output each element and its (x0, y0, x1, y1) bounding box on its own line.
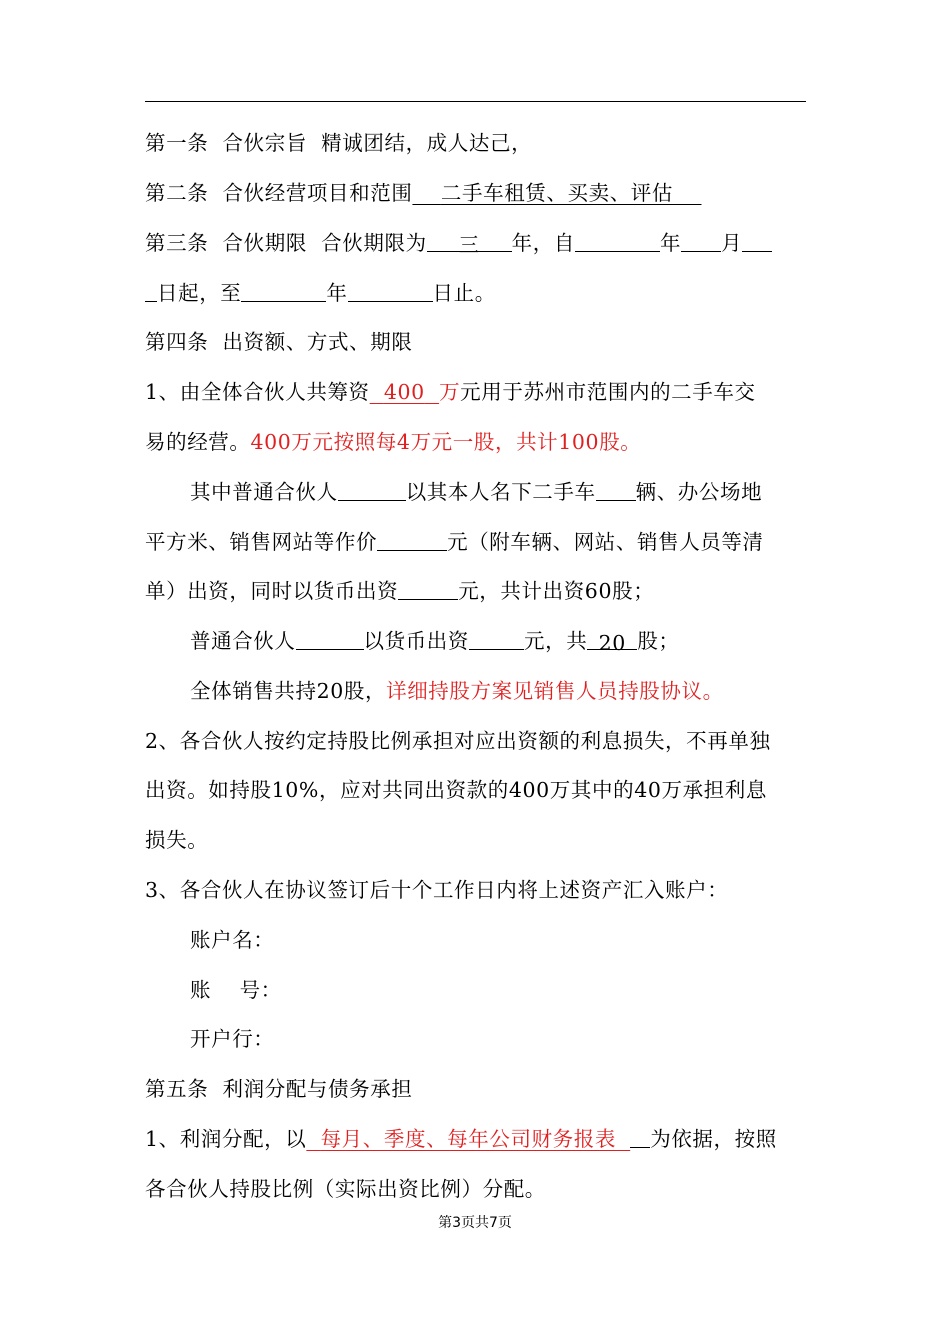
vehicle-count-blank (596, 480, 636, 501)
text: 易的经营。 (145, 430, 251, 454)
share-rule: 400万元按照每4万元一股，共计100股。 (250, 430, 642, 454)
text: 元，共计出资60股； (458, 579, 655, 603)
text: 普通合伙人 (190, 629, 296, 653)
text: 股； (637, 629, 680, 653)
article-3-line-1 (145, 229, 772, 257)
general-partner-2 (190, 627, 680, 655)
profit-basis: 每月、季度、每年公司财务报表 (320, 1127, 616, 1151)
general-partner-line-3 (145, 577, 654, 605)
article-2-label: 第二条 合伙经营项目和范围 (145, 181, 413, 205)
text: 元（附车辆、网站、销售人员等清 (447, 530, 764, 554)
text: 年，自 (511, 231, 575, 255)
start-day-blank (742, 231, 772, 252)
article-1: 第一条 合伙宗旨 精诚团结，成人达己， (145, 131, 533, 155)
partner-2-shares-blank: 20 (587, 629, 637, 650)
text: 以其本人名下二手车 (405, 480, 596, 504)
text: 单）出资，同时以货币出资 (145, 579, 399, 603)
article-5-title: 第五条 利润分配与债务承担 (145, 1077, 413, 1101)
text: 其中普通合伙人 (190, 480, 338, 504)
start-year-blank (575, 231, 660, 252)
account-name: 账户名： (190, 928, 275, 952)
article-4-p1-line-2 (145, 428, 641, 456)
article-3-label: 第三条 合伙期限 合伙期限为 (145, 231, 427, 255)
page-footer: 第3页共7页 (438, 1215, 512, 1231)
text: 年 (326, 281, 348, 305)
account-bank: 开户行： (190, 1027, 275, 1051)
text: 元，共 (524, 629, 588, 653)
article-4-p1-line-1 (145, 378, 756, 406)
text: 为依据，按照 (650, 1127, 777, 1151)
sales-share-note: 详细持股方案见销售人员持股协议。 (386, 679, 724, 703)
article-4-p3: 3、各合伙人在协议签订后十个工作日内将上述资产汇入账户： (145, 878, 729, 902)
text: 辆、办公场地 (635, 480, 763, 504)
article-2 (145, 179, 701, 207)
start-day-blank-cont (145, 281, 157, 302)
article-4-p2-line-1: 2、各合伙人按约定持股比例承担对应出资额的利息损失，不再单独 (145, 729, 771, 753)
text: 年 (659, 231, 682, 255)
text: 日起，至 (157, 281, 242, 305)
header-rule (145, 101, 806, 102)
text: 全体销售共持20股， (190, 679, 387, 703)
article-2-value: 二手车租赁、买卖、评估 (440, 181, 674, 205)
capital-unit: 万 (439, 380, 461, 404)
text: 元用于苏州市范围内的二手车交 (460, 380, 756, 404)
article-4-p2-line-2: 出资。如持股10%，应对共同出资款的400万其中的40万承担利息 (145, 778, 767, 802)
profit-basis-blank (630, 1127, 650, 1148)
general-partner-line-2 (145, 528, 764, 556)
partner-name-blank (338, 480, 406, 501)
article-5-p1-line-1 (145, 1125, 777, 1153)
valuation-blank (377, 530, 447, 551)
start-month-blank (681, 231, 721, 252)
term-years-blank: 三 (427, 231, 512, 252)
cash-amount-blank (398, 579, 458, 600)
general-partner-line-1 (190, 478, 762, 506)
text: 1、由全体合伙人共筹资 (145, 380, 370, 404)
article-4-p2-line-3: 损失。 (145, 828, 209, 852)
account-number: 账 号： (190, 978, 282, 1002)
article-5-p1-line-2: 各合伙人持股比例（实际出资比例）分配。 (145, 1177, 546, 1201)
article-3-line-2 (145, 279, 496, 307)
sales-shares (190, 677, 724, 705)
text: 日止。 (432, 281, 496, 305)
partner-2-name-blank (296, 629, 364, 650)
text: 月 (721, 231, 743, 255)
article-4-title: 第四条 出资额、方式、期限 (145, 330, 413, 354)
end-year-blank (241, 281, 326, 302)
text: 以货币出资 (363, 629, 469, 653)
end-day-blank (348, 281, 433, 302)
capital-amount: 400 (383, 380, 425, 404)
text: 1、利润分配，以 (145, 1127, 307, 1151)
text: 平方米、销售网站等作价 (145, 530, 378, 554)
partner-2-cash-blank (469, 629, 524, 650)
